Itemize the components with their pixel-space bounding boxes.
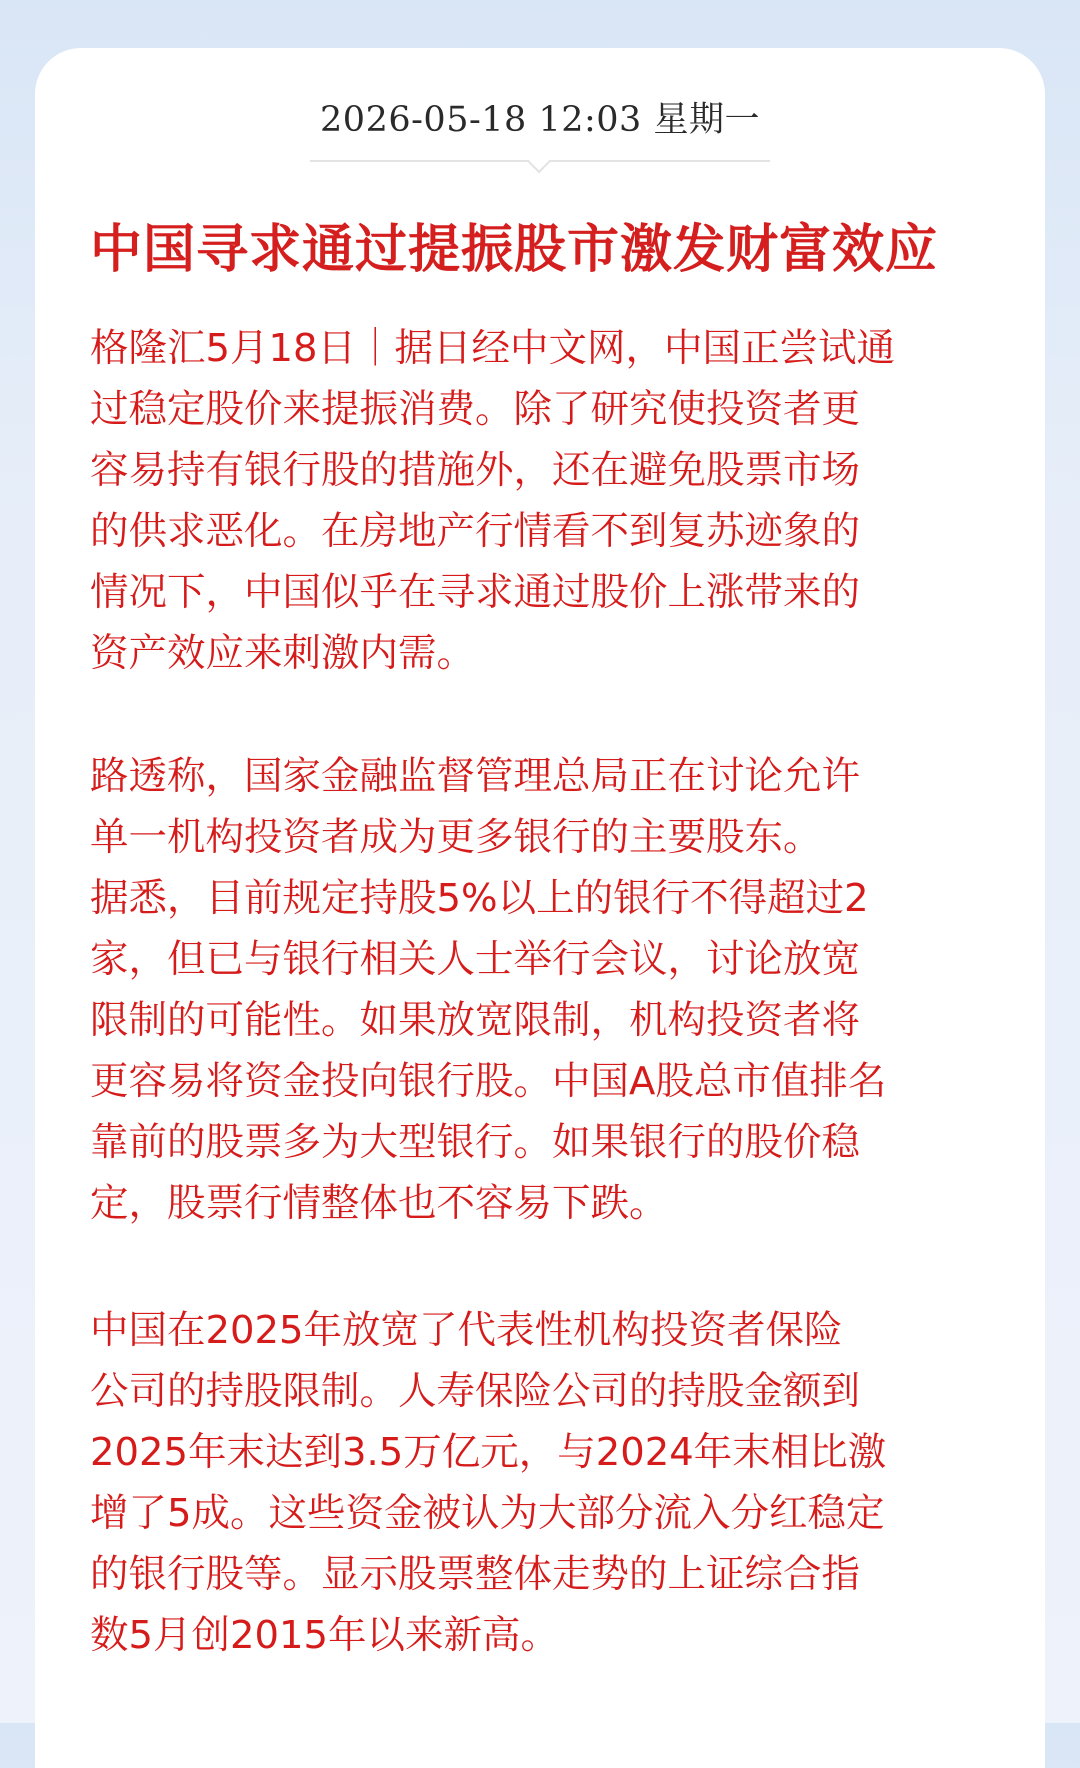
- paragraph-line: 定，股票行情整体也不容易下跌。: [90, 1181, 668, 1226]
- paragraph-line: 公司的持股限制。人寿保险公司的持股金额到: [90, 1369, 861, 1414]
- article-paragraph-3: [90, 1300, 1010, 1666]
- paragraph-line: 中国在2025年放宽了代表性机构投资者保险: [90, 1308, 843, 1353]
- article-paragraph-1: [90, 318, 1010, 684]
- article-headline: 中国寻求通过提振股市激发财富效应: [90, 220, 939, 280]
- article-datetime: 2026-05-18 12:03 星期一: [320, 100, 760, 140]
- paragraph-line: 容易持有银行股的措施外，还在避免股票市场: [90, 448, 861, 493]
- paragraph-line: 增了5成。这些资金被认为大部分流入分红稳定: [90, 1491, 885, 1536]
- paragraph-line: 据悉，目前规定持股5%以上的银行不得超过2: [90, 876, 869, 921]
- paragraph-line: 过稳定股价来提振消费。除了研究使投资者更: [90, 387, 861, 432]
- paragraph-line: 家，但已与银行相关人士举行会议，讨论放宽: [90, 937, 861, 982]
- paragraph-line: 的供求恶化。在房地产行情看不到复苏迹象的: [90, 509, 861, 554]
- paragraph-line: 更容易将资金投向银行股。中国A股总市值排名: [90, 1059, 887, 1104]
- paragraph-line: 情况下，中国似乎在寻求通过股价上涨带来的: [90, 570, 861, 615]
- paragraph-line: 数5月创2015年以来新高。: [90, 1613, 559, 1658]
- paragraph-line: 路透称，国家金融监督管理总局正在讨论允许: [90, 754, 861, 799]
- paragraph-line: 格隆汇5月18日｜据日经中文网，中国正尝试通: [90, 326, 895, 371]
- paragraph-line: 资产效应来刺激内需。: [90, 631, 476, 676]
- paragraph-line: 2025年末达到3.5万亿元，与2024年末相比激: [90, 1430, 887, 1475]
- paragraph-line: 的银行股等。显示股票整体走势的上证综合指: [90, 1552, 861, 1597]
- paragraph-line: 限制的可能性。如果放宽限制，机构投资者将: [90, 998, 861, 1043]
- paragraph-line: 靠前的股票多为大型银行。如果银行的股价稳: [90, 1120, 861, 1165]
- article-paragraph-2: [90, 746, 1010, 1234]
- paragraph-line: 单一机构投资者成为更多银行的主要股东。: [90, 815, 822, 860]
